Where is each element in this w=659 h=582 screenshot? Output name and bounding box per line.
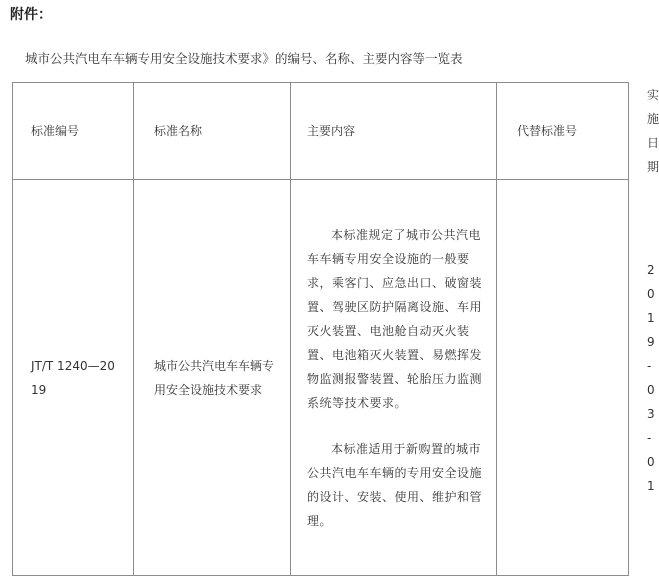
table-header-row: 标准编号 标准名称 主要内容 代替标准号 实施日期: [13, 83, 629, 180]
content-paragraph-2: 本标准适用于新购置的城市公共汽电车车辆的专用安全设施的设计、安装、使用、维护和管理。: [307, 441, 483, 528]
attachment-heading: 附件：: [10, 7, 52, 23]
table-row: JT/T 1240—2019 城市公共汽电车车辆专用安全设施技术要求 本标准规定了城市公共汽电车车辆专用安全设施的一般要求，乘客门、应急出口、破窗装置、驾驶区防护隔离设施、车用灭火装置、电池舱自动灭火装置、电池箱灭火装置、易燃挥发物监测报警装置、轮胎压力监测系统等技术要求。 本标准适用于新购置的城市公共汽电车车辆的专用安全设施的设计、安装、使用、维护和管理。 2019-03-01: [13, 180, 629, 576]
header-replaced-standard: 代替标准号: [497, 83, 629, 180]
table-caption: 城市公共汽电车车辆专用安全设施技术要求》的编号、名称、主要内容等一览表: [25, 51, 463, 66]
cell-standard-number: JT/T 1240—2019: [13, 180, 134, 576]
content-paragraph-1: 本标准规定了城市公共汽电车车辆专用安全设施的一般要求，乘客门、应急出口、破窗装置、驾驶区防护隔离设施、车用灭火装置、电池舱自动灭火装置、电池箱灭火装置、易燃挥发物监测报警装置、轮胎压力监测系统等技术要求。: [307, 227, 483, 410]
standards-table: [12, 82, 659, 576]
cell-replaced-standard: [497, 180, 629, 576]
cell-main-content: [291, 180, 497, 576]
header-standard-number: 标准编号: [13, 83, 134, 180]
header-standard-name: 标准名称: [134, 83, 291, 180]
header-main-content: 主要内容: [291, 83, 497, 180]
cell-standard-name: 城市公共汽电车车辆专用安全设施技术要求: [134, 180, 291, 576]
